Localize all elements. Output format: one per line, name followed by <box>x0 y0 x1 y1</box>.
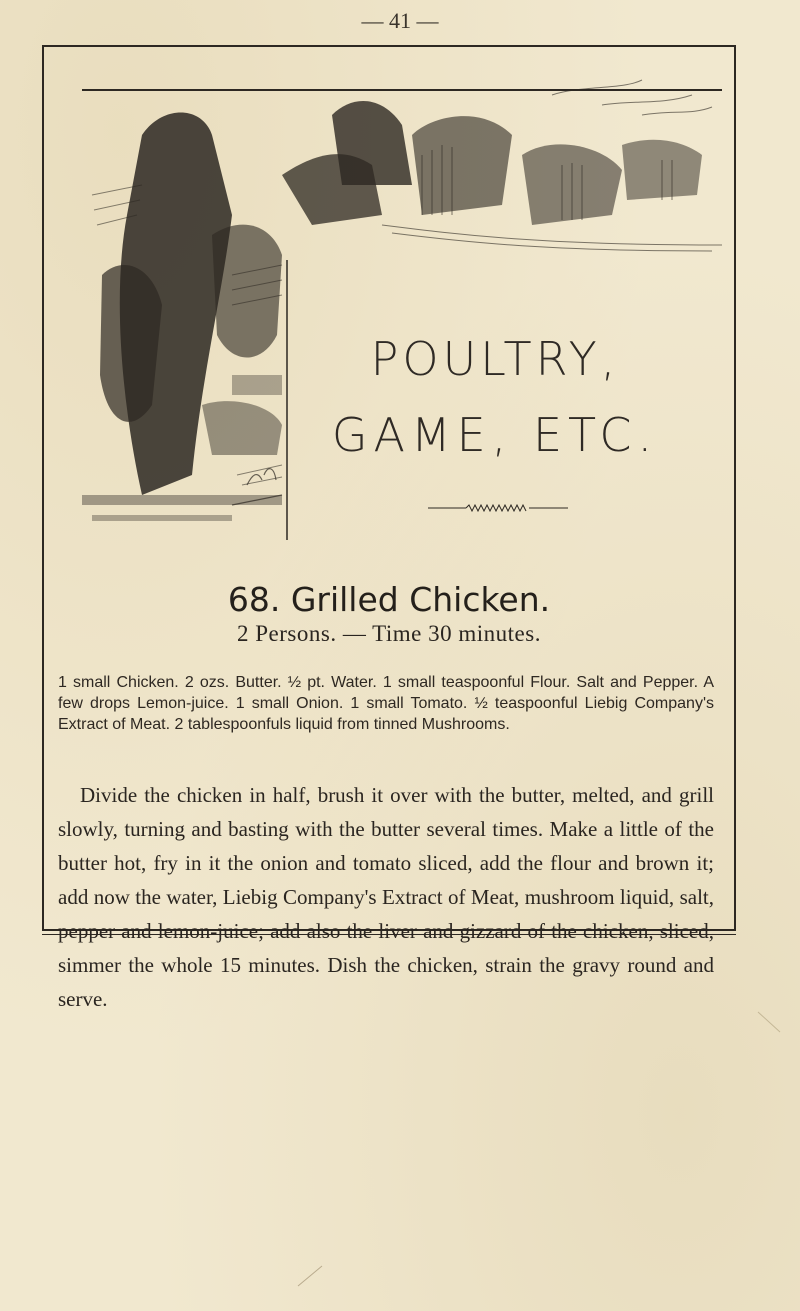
section-heading-line-2: GAME, ETC. <box>331 408 659 462</box>
pencil-mark <box>756 1010 786 1040</box>
pencil-mark <box>296 1260 326 1290</box>
wavy-ornament-divider <box>428 500 568 516</box>
page-number: — 41 — <box>361 8 439 33</box>
recipe-ingredients: 1 small Chicken. 2 ozs. Butter. ½ pt. Water. 1 small teaspoonful Flour. Salt and Pepper. A few drops Lemon-juice. 1 small Onion. 1 small Tomato. ½ teaspoonful Liebig Company's Extract of Meat. 2 tablespoonfuls liquid from tinned Mushrooms. <box>58 674 714 733</box>
section-heading-line-1: POULTRY, <box>370 332 620 386</box>
recipe-instructions: Divide the chicken in half, brush it over with the butter, melted, and grill slowly, turning and basting with the butter several times. Make a little of the butter hot, fry in it the onion and tomato sliced, add the flour and brown it; add now the water, Liebig Company's Extract of Meat, mushroom liquid, salt, pepper and lemon-juice; add also the liver and gizzard of the chicken, sliced, simmer the whole 15 minutes. Dish the chicken, strain the gravy round and serve. <box>58 783 714 1011</box>
recipe-title: 68. Grilled Chicken. <box>227 580 551 619</box>
poultry-game-engraving-illustration <box>82 75 742 540</box>
recipe-servings-and-time: 2 Persons. — Time 30 minutes. <box>237 621 541 646</box>
